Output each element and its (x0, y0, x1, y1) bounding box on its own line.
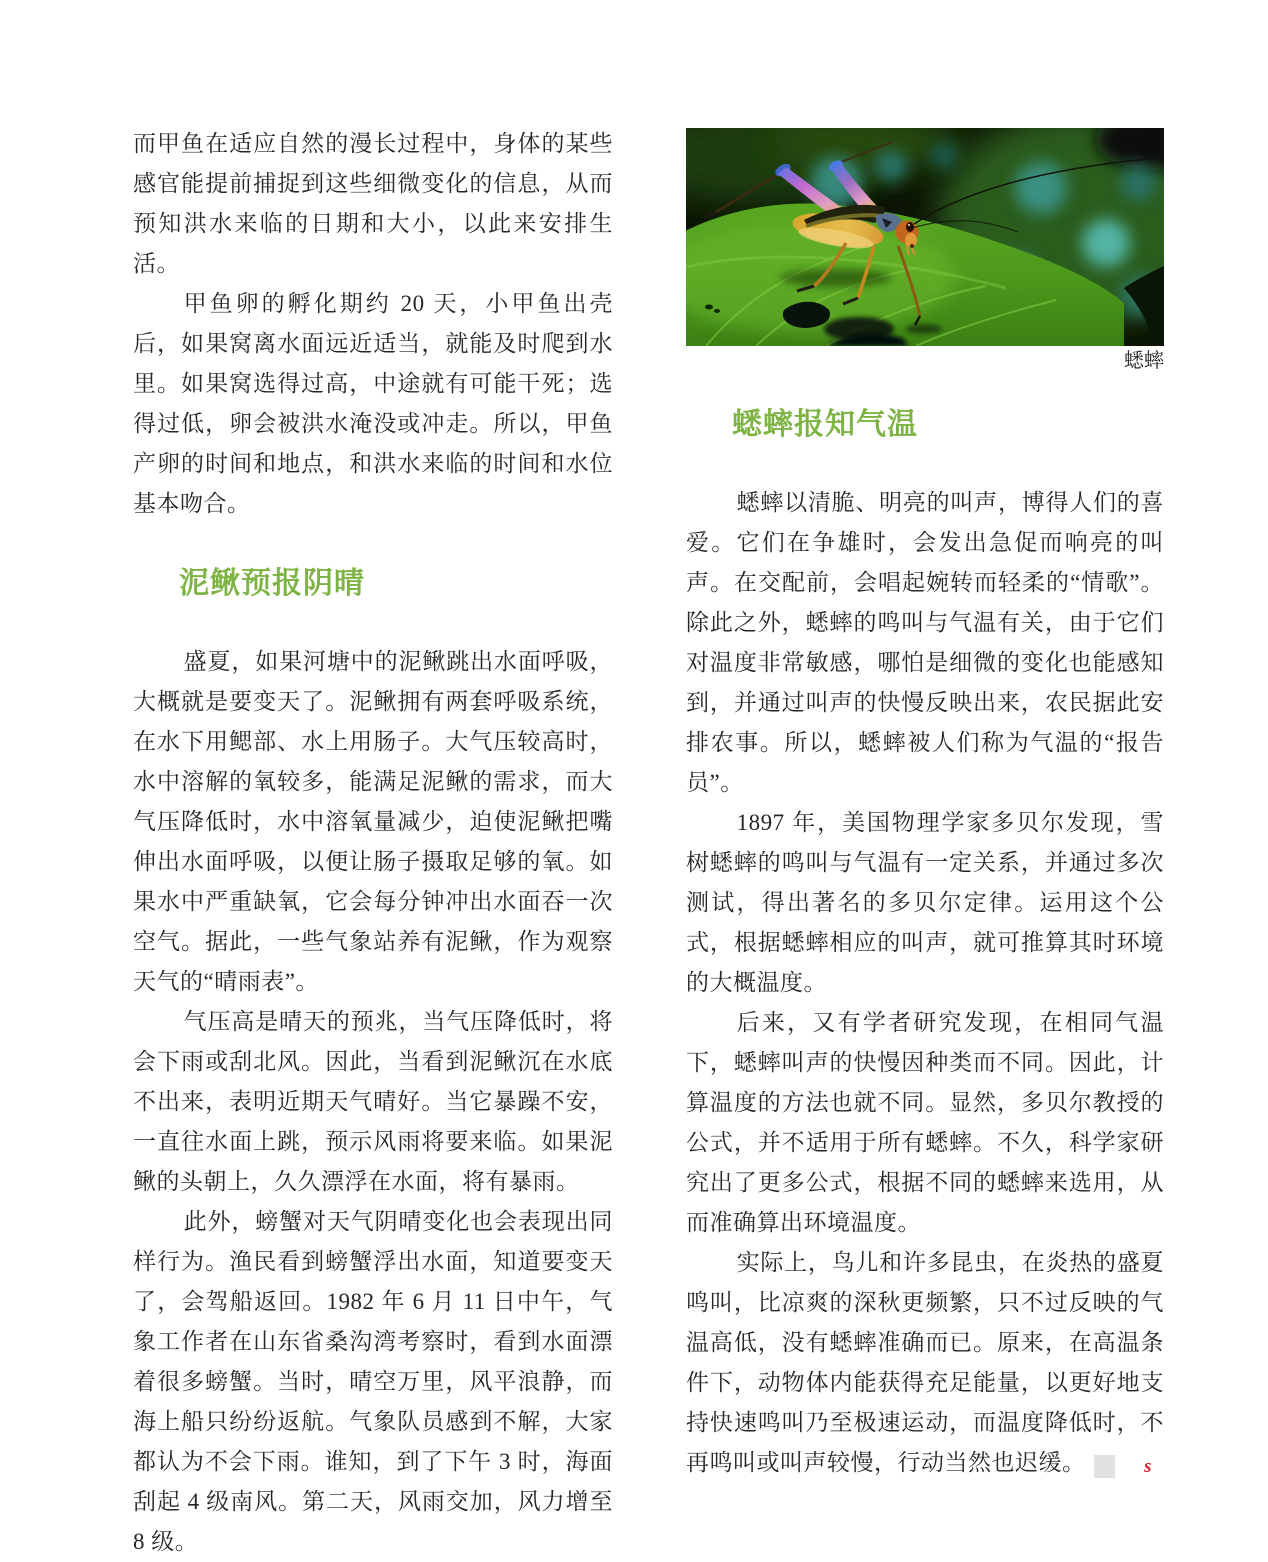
paragraph-turtle-eggs: 甲鱼卵的孵化期约 20 天，小甲鱼出壳后，如果窝离水面远近适当，就能及时爬到水里。如果窝选得过高，中途就有可能干死；选得过低，卵会被洪水淹没或冲走。所以，甲鱼产卵的时间和地点，和洪水来临的时间和水位基本吻合。 (133, 291, 613, 516)
paragraph-turtle-senses: 而甲鱼在适应自然的漫长过程中，身体的某些感官能提前捕捉到这些细微变化的信息，从而预知洪水来临的日期和大小，以此来安排生活。 (133, 131, 613, 276)
paragraph-species-formulas: 后来，又有学者研究发现，在相同气温下，蟋蟀叫声的快慢因种类而不同。因此，计算温度的方法也就不同。显然，多贝尔教授的公式，并不适用于所有蟋蟀。不久，科学家研究出了更多公式，根据不同的蟋蟀来选用，从而准确算出环境温度。 (686, 1010, 1164, 1235)
cricket-photo (686, 128, 1164, 346)
figure-caption: 蟋蟀 (1124, 350, 1164, 372)
paragraph-dolbear-law: 1897 年，美国物理学家多贝尔发现，雪树蟋蟀的鸣叫与气温有一定关系，并通过多次测试，得出著名的多贝尔定律。运用这个公式，根据蟋蟀相应的叫声，就可推算其时环境的大概温度。 (686, 810, 1164, 995)
paragraph-loach-pressure: 气压高是晴天的预兆，当气压降低时，将会下雨或刮北风。因此，当看到泥鳅沉在水底不出来，表明近期天气晴好。当它暴躁不安，一直往水面上跳，预示风雨将要来临。如果泥鳅的头朝上，久久漂浮在水面，将有暴雨。 (133, 1009, 613, 1194)
article-end-mark: s (1094, 1455, 1115, 1478)
left-column (133, 124, 613, 1562)
cricket-figure (686, 128, 1164, 373)
paragraph-text: 实际上，鸟儿和许多昆虫，在炎热的盛夏鸣叫，比凉爽的深秋更频繁，只不过反映的气温高低，没有蟋蟀准确而已。原来，在高温条件下，动物体内能获得充足能量，以更好地支持快速鸣叫乃至极速运动，而温度降低时，不再鸣叫或叫声较慢，行动当然也迟缓。 (686, 1250, 1164, 1475)
paragraph-loach-breathing: 盛夏，如果河塘中的泥鳅跳出水面呼吸，大概就是要变天了。泥鳅拥有两套呼吸系统，在水下用鳃部、水上用肠子。大气压较高时，水中溶解的氧较多，能满足泥鳅的需求，而大气压降低时，水中溶氧量减少，迫使泥鳅把嘴伸出水面呼吸，以便让肠子摄取足够的氧。如果水中严重缺氧，它会每分钟冲出水面吞一次空气。据此，一些气象站养有泥鳅，作为观察天气的“晴雨表”。 (133, 649, 613, 994)
section-heading-cricket: 蟋蟀报知气温 (732, 408, 918, 441)
right-column (686, 124, 1164, 1483)
paragraph-temperature-energy (686, 1243, 1164, 1483)
section-heading-loach: 泥鳅预报阴晴 (179, 567, 365, 600)
paragraph-crab-weather: 此外，螃蟹对天气阴晴变化也会表现出同样行为。渔民看到螃蟹浮出水面，知道要变天了，会驾船返回。1982 年 6 月 11 日中午，气象工作者在山东省桑沟湾考察时，看到水面漂着很多螃蟹。当时，晴空万里，风平浪静，而海上船只纷纷返航。气象队员感到不解，大家都认为不会下雨。谁知，到了下午 3 时，海面刮起 4 级南风。第二天，风雨交加，风力增至 8 级。 (133, 1209, 613, 1554)
paragraph-cricket-songs: 蟋蟀以清脆、明亮的叫声，博得人们的喜爱。它们在争雄时，会发出急促而响亮的叫声。在交配前，会唱起婉转而轻柔的“情歌”。除此之外，蟋蟀的鸣叫与气温有关，由于它们对温度非常敏感，哪怕是细微的变化也能感知到，并通过叫声的快慢反映出来，农民据此安排农事。所以，蟋蟀被人们称为气温的“报告员”。 (686, 490, 1164, 795)
